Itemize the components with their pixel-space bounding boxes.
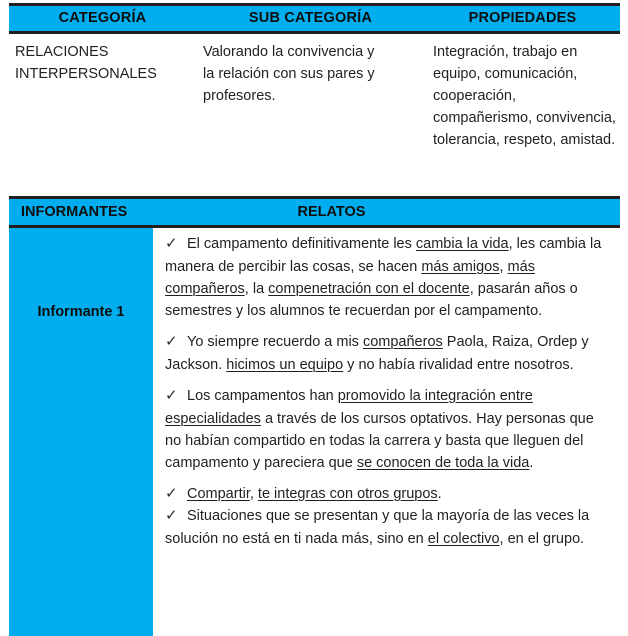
column-header-propiedades: PROPIEDADES [468,10,577,26]
column-header-sub-categoria: SUB CATEGORÍA [248,10,373,26]
cell-sub-categoria-line1: Valorando la convivencia y [203,44,375,60]
table-row [9,34,620,177]
column-header-relatos: RELATOS [297,204,366,220]
relato-text: , [249,485,258,502]
relato-item [165,233,610,331]
check-icon: ✓ [165,484,178,502]
cell-sub-categoria-line2: la relación con sus pares y [203,66,375,83]
cell-propiedades: Integración, trabajo en equipo, comunicación, cooperación, compañerismo, convivencia, tolerancia, respeto, amistad. [433,44,616,149]
column-header-informantes: INFORMANTES [21,204,128,220]
relato-emphasis: te integras con otros grupos [257,485,438,502]
cell-categoria-line2: INTERPERSONALES [15,66,157,83]
relato-emphasis: el colectivo [427,531,500,548]
relato-emphasis: Compartir [187,485,250,502]
relato-item [165,505,610,559]
relato-text: y no había rivalidad entre nosotros. [343,356,574,373]
check-icon: ✓ [165,332,178,350]
relato-text: , pasarán años o semestres y los alumnos te recuerdan por el campamento. [165,280,578,319]
relato-text: Situaciones que se presentan y que la mayoría de las veces la solución no está en ti nada más, sino en [165,508,590,548]
check-icon: ✓ [165,235,178,252]
relato-item [165,483,610,506]
relato-text: Yo siempre recuerdo a mis [187,333,363,350]
category-table [9,3,620,177]
relatos-table [9,196,620,636]
relato-text: Los campamentos han [187,387,338,404]
column-header-categoria: CATEGORÍA [58,10,147,26]
relato-emphasis: más compañeros [165,258,535,297]
relato-emphasis: más amigos [421,258,500,275]
relato-text: . [529,454,534,471]
cell-informante-label [9,228,155,636]
cell-sub-categoria-line3: profesores. [203,88,276,105]
relato-text: Paola, Raiza, Ordep y Jackson. [165,333,589,373]
relato-emphasis: promovido la integración entre especialidades [165,387,533,427]
relato-text: El campamento definitivamente les [187,236,416,252]
relato-item [165,331,610,385]
relato-item [165,385,610,483]
relato-emphasis: cambia la vida [415,236,509,252]
relato-text: , la [244,280,269,297]
relato-emphasis: hicimos un equipo [226,356,344,373]
relato-text: , les cambia la manera de percibir las cosas, se hacen [165,236,602,275]
relato-emphasis: compañeros [362,333,443,350]
informante-label-text: Informante 1 [37,304,125,320]
table-row [9,228,620,636]
relato-text: , [499,258,508,275]
cell-sub-categoria [196,41,425,177]
relato-text: , en el grupo. [499,531,585,548]
check-icon: ✓ [165,507,178,525]
cell-categoria-line1: RELACIONES [15,44,109,60]
relatos-table-header-row [9,199,620,228]
check-icon: ✓ [165,386,178,404]
relato-text: . [437,485,442,502]
cell-categoria [9,41,196,177]
relato-text: a través de los cursos optativos. Hay personas que no habían compartido en todas la carrera y basta que lleguen del campamento y pareciera que [165,410,594,471]
relato-emphasis: se conocen de toda la vida [356,454,530,471]
cell-relatos-list [155,228,618,636]
relato-emphasis: compenetración con el docente [268,280,470,297]
category-table-header-row [9,3,620,34]
